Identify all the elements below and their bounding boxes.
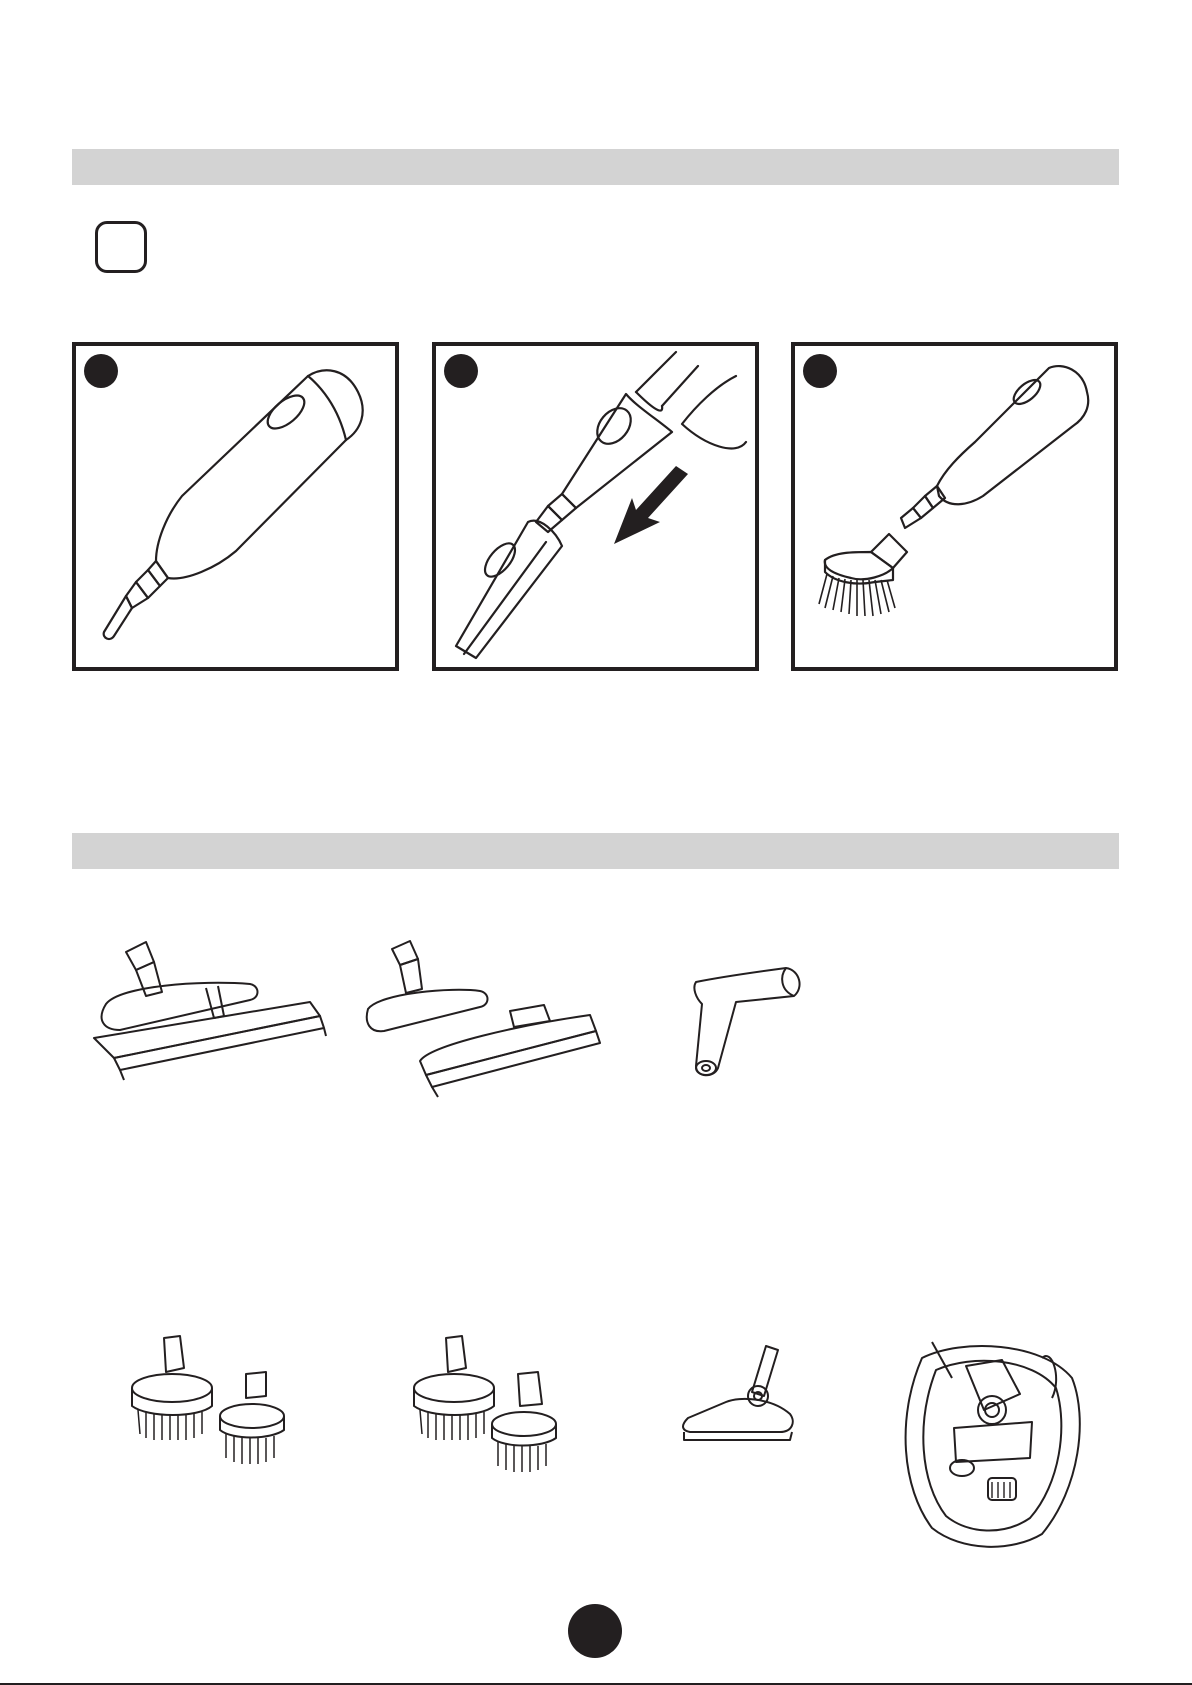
nozzle-illustration: [76, 346, 395, 667]
section-header-band-2: [72, 833, 1119, 869]
round-brush-pair-icon: [128, 1334, 308, 1484]
step-panel-3: [791, 342, 1118, 671]
angled-nozzle-icon: [676, 960, 816, 1090]
section-header-band-1: [72, 149, 1119, 185]
step-panel-2: [432, 342, 759, 671]
step-panel-1: [72, 342, 399, 671]
page-number-badge: [568, 1604, 622, 1658]
attach-illustration: [436, 346, 755, 667]
triangular-brush-icon: [680, 1340, 830, 1470]
floor-nozzle-detached-icon: [360, 935, 610, 1115]
accessory-storage-icon: [892, 1338, 1092, 1558]
floor-nozzle-icon: [80, 930, 340, 1110]
round-brush-pair-alt-icon: [410, 1334, 590, 1484]
brush-illustration: [795, 346, 1114, 667]
arrow-down-left-icon: [614, 466, 688, 544]
note-box-icon: [95, 221, 147, 273]
